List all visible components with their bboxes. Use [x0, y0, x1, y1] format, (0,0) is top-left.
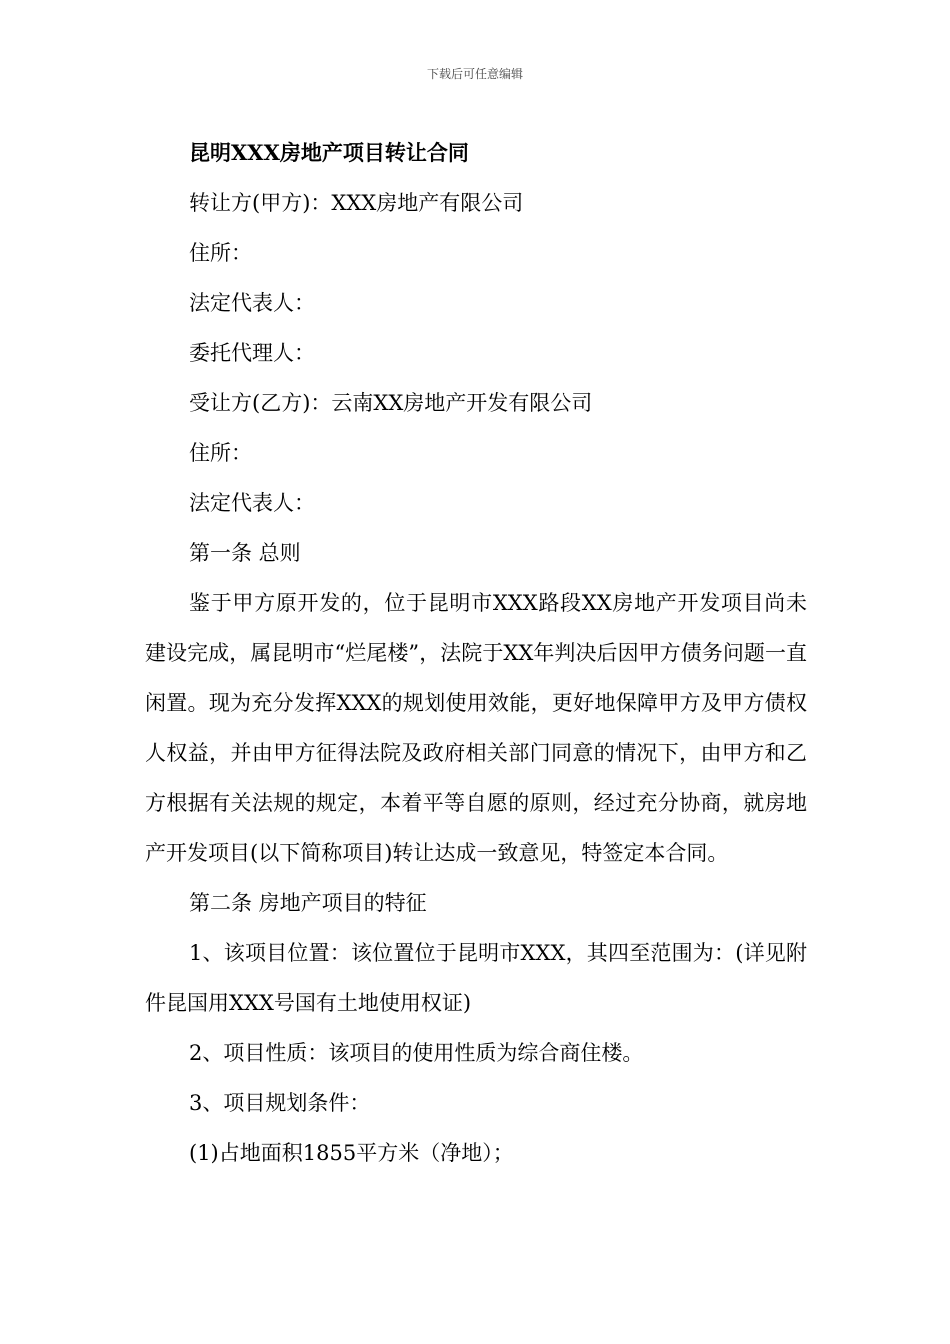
document-body [145, 128, 807, 1178]
article-1-paragraph: 鉴于甲方原开发的，位于昆明市XXX路段XX房地产开发项目尚未建设完成，属昆明市“烂尾楼”，法院于XX年判决后因甲方债务问题一直闲置。现为充分发挥XXX的规划使用效能，更好地保障甲方及甲方债权人权益，并由甲方征得法院及政府相关部门同意的情况下，由甲方和乙方根据有关法规的规定，本着平等自愿的原则，经过充分协商，就房地产开发项目(以下简称项目)转让达成一致意见，特签定本合同。 [145, 591, 807, 865]
party-b-address: 住所： [189, 441, 252, 465]
header-note: 下载后可任意编辑 [426, 67, 523, 81]
item-3-sub-1-area: (1)占地面积1855平方米（净地）； [189, 1141, 514, 1165]
party-a-line: 转让方(甲方)：XXX房地产有限公司 [189, 191, 524, 215]
article-1-heading: 第一条 总则 [189, 541, 301, 565]
party-a-address: 住所： [189, 241, 252, 265]
item-2-nature: 2、项目性质：该项目的使用性质为综合商住楼。 [189, 1041, 644, 1065]
party-a-agent: 委托代理人： [189, 341, 315, 365]
party-b-legal-rep: 法定代表人： [189, 491, 315, 515]
item-3-planning: 3、项目规划条件： [189, 1091, 371, 1115]
party-b-line: 受让方(乙方)：云南XX房地产开发有限公司 [189, 391, 593, 415]
document-title: 昆明XXX房地产项目转让合同 [189, 140, 469, 165]
party-a-legal-rep: 法定代表人： [189, 291, 315, 315]
item-1-location: 1、该项目位置：该位置位于昆明市XXX，其四至范围为：(详见附件昆国用XXX号国有土地使用权证) [145, 941, 807, 1015]
article-2-heading: 第二条 房地产项目的特征 [189, 891, 427, 915]
